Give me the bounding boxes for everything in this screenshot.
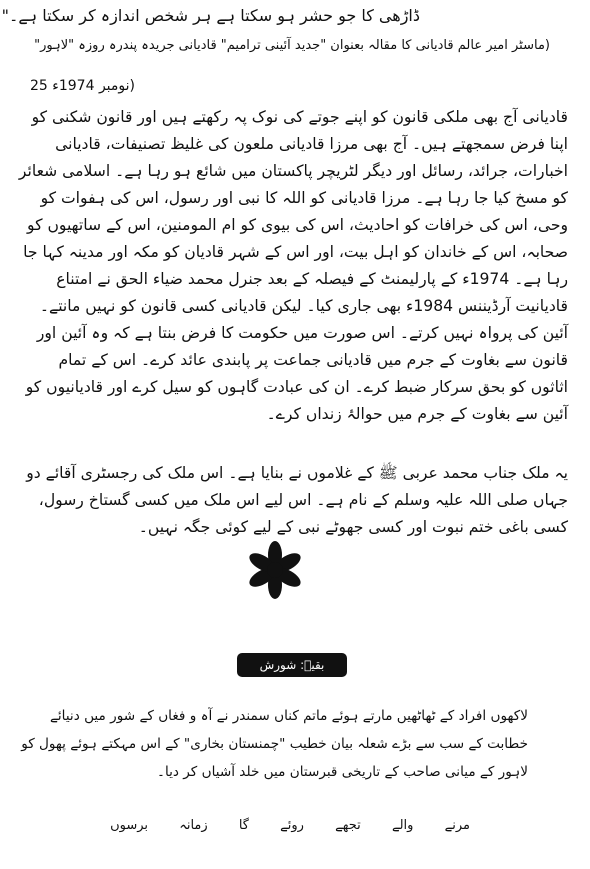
citation-date: 25 نومبر 1974ء) — [30, 78, 135, 94]
verse-word: روئے — [280, 818, 304, 833]
asterisk-ornament-icon — [245, 540, 305, 600]
verse-word: تجھے — [335, 818, 361, 833]
body-paragraph-1: قادیانی آج بھی ملکی قانون کو اپنے جوتے کی نوک پہ رکھتے ہیں اور قانون شکنی کو اپنا فرض سمجھتے ہیں۔ آج بھی مرزا قادیانی ملعون کی غلیظ تصنیفات، قادیانی اخبارات، جرائد، رسائل اور دیگر لٹریچر پاکستان میں شائع ہو رہا ہے۔ اسلامی شعائر کو مسخ کیا جا رہا ہے۔ مرزا قادیانی کو اللہ کا نبی اور رسول، اس کی ہفوات کو وحی، اس کی خرافات کو احادیث، اس کی بیوی کو ام المومنین، اس کے ساتھیوں کو صحابہ، اس کے خاندان کو اہل بیت، اور اس کے شہر قادیان کو مکہ اور مدینہ کہا جا رہا ہے۔ 1974ء کے پارلیمنٹ کے فیصلہ کے بعد جنرل محمد ضیاء الحق نے امتناع قادیانیت آرڈیننس 1984ء بھی جاری کیا۔ لیکن قادیانی کسی قانون کو نہیں مانتے۔ آئین کی پرواہ نہیں کرتے۔ اس صورت میں حکومت کا فرض بنتا ہے کہ وہ آئین اور قانون سے بغاوت کے جرم میں قادیانی جماعت پر پابندی عائد کرے۔ اس کے تمام اثاثوں کو بحق سرکار ضبط کرے۔ ان کی عبادت گاہوں کو سیل کرے اور قادیانیوں کو آئین سے بغاوت کے جرم میں حوالۂ زنداں کرے۔ — [18, 108, 568, 423]
verse-word: گا — [238, 818, 249, 833]
verse-line — [110, 818, 470, 833]
verse-word: مرنے — [444, 818, 470, 833]
section-tag: بقیہ: شورش کاشمیریؒ — [237, 653, 347, 677]
quote-ending: ڈاڑھی کا جو حشر ہو سکتا ہے ہر شخص اندازہ کر سکتا ہے۔" — [1, 6, 420, 25]
body-paragraph-3: لاکھوں افراد کے ٹھاٹھیں مارتے ہوئے ماتم کناں سمندر نے آہ و فغاں کے شور میں دنیائے خطابت کے سب سے بڑے شعلہ بیان خطیب "چمنستان بخاری" کے اس مہکتے ہوئے پھول کو لاہور کے میانی صاحب کے تاریخی قبرستان میں خلد آشیاں کر دیا۔ — [21, 708, 528, 780]
verse-word: والے — [391, 818, 414, 833]
source-citation: (ماسٹر امیر عالم قادیانی کا مقالہ بعنوان "جدید آئینی ترامیم" قادیانی جریدہ پندرہ روزہ "لاہور" — [34, 38, 550, 53]
body-paragraph-2: یہ ملک جناب محمد عربی ﷺ کے غلاموں نے بنایا ہے۔ اس ملک کی رجسٹری آقائے دو جہاں صلی اللہ علیہ وسلم کے نام ہے۔ اس لیے اس ملک میں کسی گستاخ رسول، کسی باغی ختم نبوت اور کسی جھوٹے نبی کے لیے کوئی جگہ نہیں۔ — [26, 464, 568, 536]
verse-word: برسوں — [110, 818, 149, 833]
verse-word: زمانہ — [179, 818, 208, 833]
